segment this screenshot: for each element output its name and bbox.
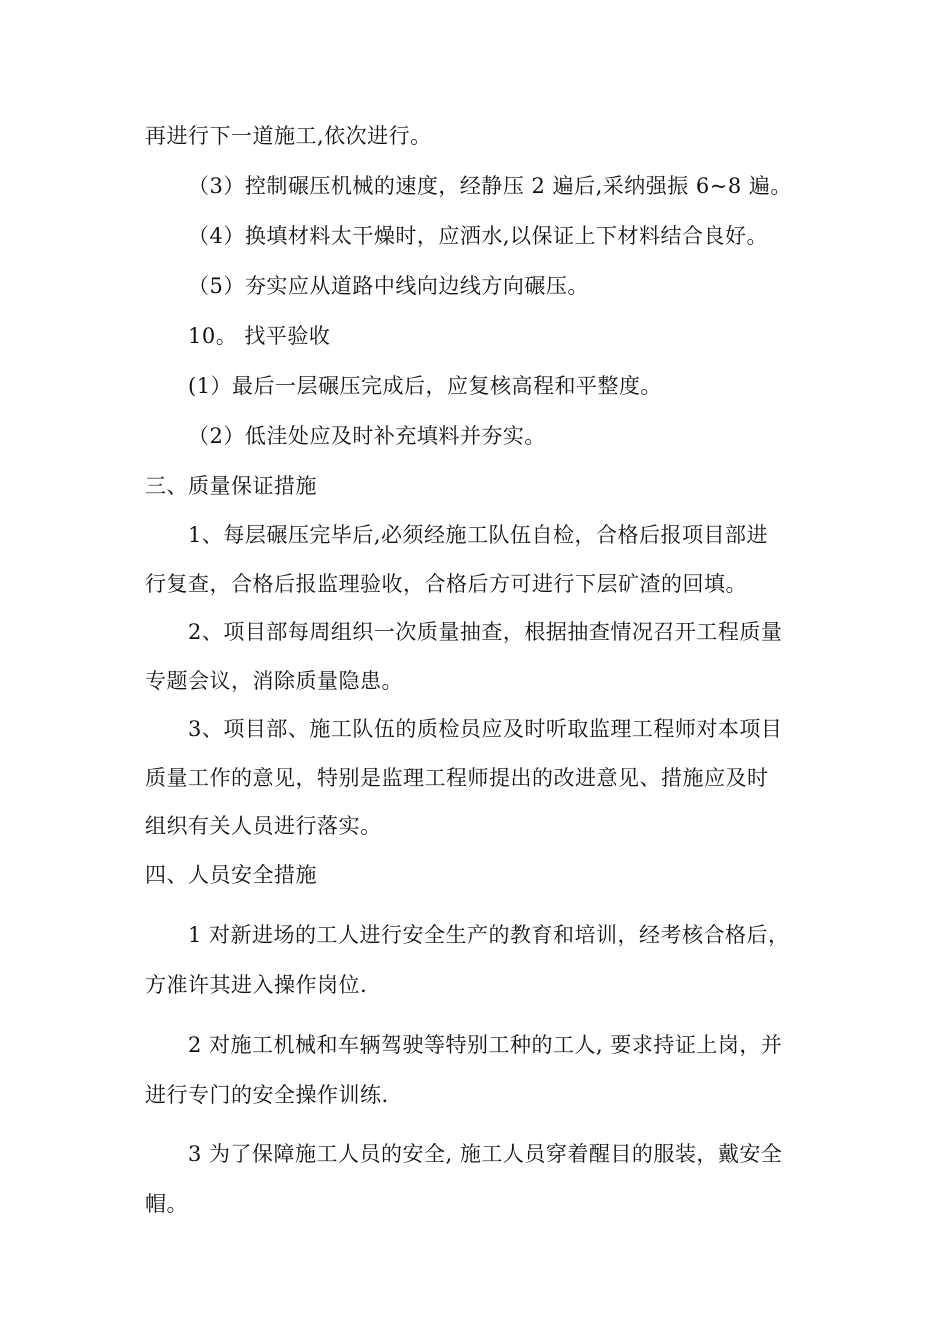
paragraph-line: （5）夯实应从道路中线向边线方向碾压。 [188,274,589,298]
paragraph-line: 专题会议，消除质量隐患。 [145,669,403,693]
paragraph-line: 再进行下一道施工,依次进行。 [145,124,432,148]
section-heading: 三、质量保证措施 [145,474,317,498]
paragraph-line: （2）低洼处应及时补充填料并夯实。 [188,424,546,448]
paragraph-line: 3、项目部、施工队伍的质检员应及时听取监理工程师对本项目 [188,717,783,741]
section-heading: 四、人员安全措施 [145,863,317,887]
section-heading: 10。 找平验收 [188,324,331,348]
paragraph-line: （4）换填材料太干燥时，应洒水,以保证上下材料结合良好。 [188,224,769,248]
paragraph-line: (1）最后一层碾压完成后，应复核高程和平整度。 [188,374,663,398]
paragraph-line: 2、项目部每周组织一次质量抽查，根据抽查情况召开工程质量 [188,620,783,644]
paragraph-line: 组织有关人员进行落实。 [145,814,382,838]
paragraph-line: 进行专门的安全操作训练. [145,1083,389,1107]
paragraph-line: 质量工作的意见，特别是监理工程师提出的改进意见、措施应及时 [145,766,769,790]
paragraph-line: 3 为了保障施工人员的安全, 施工人员穿着醒目的服装，戴安全 [188,1142,783,1166]
paragraph-line: （3）控制碾压机械的速度，经静压 2 遍后,采纳强振 6~8 遍。 [188,174,792,198]
paragraph-line: 1 对新进场的工人进行安全生产的教育和培训，经考核合格后， [188,923,790,947]
paragraph-line: 方准许其进入操作岗位. [145,973,368,997]
paragraph-line: 2 对施工机械和车辆驾驶等特别工种的工人, 要求持证上岗，并 [188,1033,783,1057]
paragraph-line: 行复查，合格后报监理验收，合格后方可进行下层矿渣的回填。 [145,572,747,596]
paragraph-line: 帽。 [145,1192,188,1216]
paragraph-line: 1、每层碾压完毕后,必须经施工队伍自检，合格后报项目部进 [188,523,769,547]
